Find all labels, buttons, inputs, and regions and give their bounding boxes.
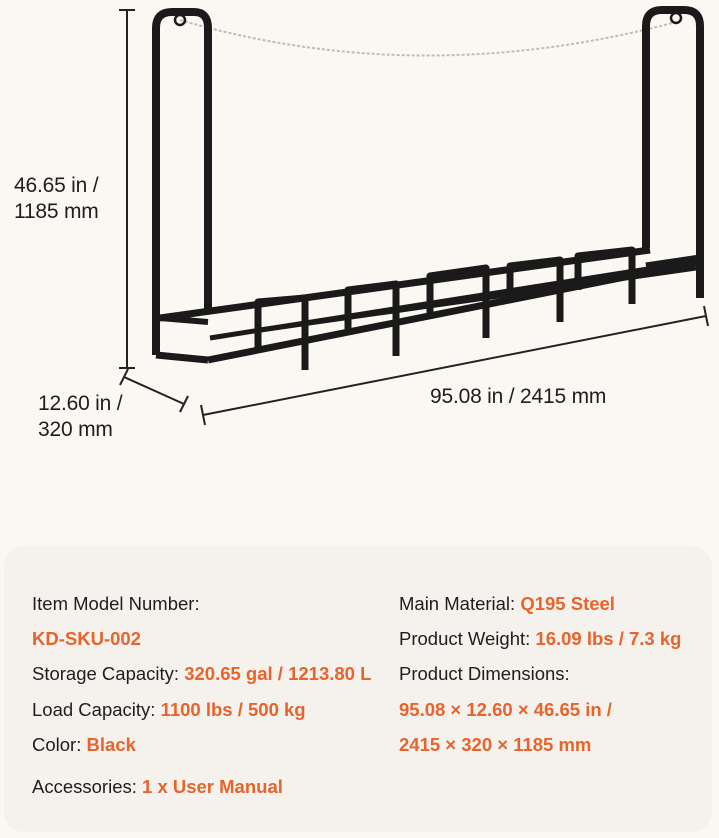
product-dimensions-mm: 2415 × 320 × 1185 mm — [399, 734, 592, 755]
product-dimensions-key: Product Dimensions: — [399, 663, 570, 684]
load-capacity-row — [32, 698, 306, 722]
depth-line-1: 12.60 in / — [38, 392, 123, 415]
main-material-key: Main Material: — [399, 593, 516, 614]
accessories-key: Accessories: — [32, 776, 137, 797]
product-weight-row — [399, 627, 681, 651]
storage-capacity-row — [32, 662, 371, 686]
product-weight-value: 16.09 lbs / 7.3 kg — [535, 628, 682, 649]
main-material-row — [399, 592, 615, 616]
depth-dimension-arrow — [120, 369, 188, 412]
product-dimensions-inches: 95.08 × 12.60 × 46.65 in / — [399, 699, 612, 720]
product-dimensions-value-1 — [399, 698, 612, 722]
storage-capacity-value: 320.65 gal / 1213.80 L — [184, 663, 372, 684]
depth-dimension-label — [38, 391, 122, 443]
model-number-label — [32, 592, 200, 616]
storage-capacity-key: Storage Capacity: — [32, 663, 180, 684]
product-weight-key: Product Weight: — [399, 628, 531, 649]
width-dimension-label — [430, 384, 606, 410]
model-number-text: KD-SKU-002 — [32, 628, 141, 649]
log-rack — [156, 10, 700, 370]
accessories-value: 1 x User Manual — [142, 776, 283, 797]
model-number-key: Item Model Number: — [32, 593, 200, 614]
color-value: Black — [86, 734, 136, 755]
model-number-value — [32, 627, 141, 651]
load-capacity-value: 1100 lbs / 500 kg — [160, 699, 306, 720]
color-row — [32, 733, 136, 757]
height-dimension-label — [14, 173, 99, 225]
height-line-1: 46.65 in / — [14, 174, 99, 197]
main-material-value: Q195 Steel — [520, 593, 615, 614]
height-dimension-arrow — [119, 10, 135, 368]
accessories-row — [32, 775, 283, 799]
width-line: 95.08 in / 2415 mm — [430, 385, 607, 408]
color-key: Color: — [32, 734, 82, 755]
load-capacity-key: Load Capacity: — [32, 699, 156, 720]
product-dimensions-label — [399, 662, 570, 686]
height-line-2: 1185 mm — [14, 200, 99, 223]
product-dimensions-value-2 — [399, 733, 591, 757]
depth-line-2: 320 mm — [38, 418, 113, 441]
